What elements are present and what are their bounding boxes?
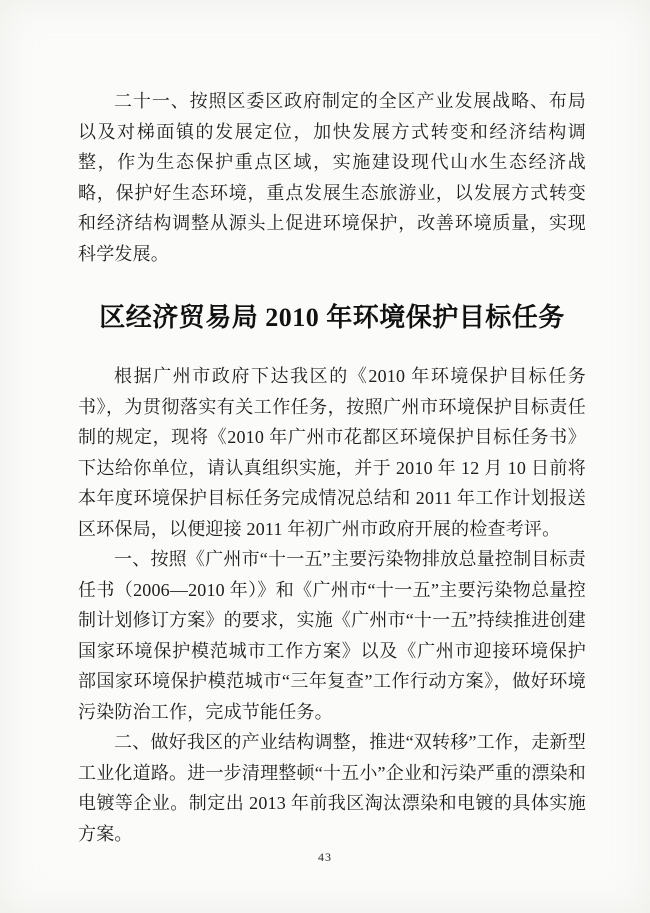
paragraph-task-two: 二、做好我区的产业结构调整，推进“双转移”工作，走新型工业化道路。进一步清理整顿“十五小”企业和污染严重的漂染和电镀等企业。制定出 2013 年前我区淘汰漂染和电镀的具体实施方案。 bbox=[78, 732, 586, 844]
document-title: 区经济贸易局 2010 年环境保护目标任务 bbox=[99, 303, 565, 332]
paragraph-item-21: 二十一、按照区委区政府制定的全区产业发展战略、布局以及对梯面镇的发展定位，加快发展方式转变和经济结构调整，作为生态保护重点区域，实施建设现代山水生态经济战略，保护好生态环境，重点发展生态旅游业，以发展方式转变和经济结构调整从源头上促进环境保护，改善环境质量，实现科学发展。 bbox=[78, 91, 586, 264]
paragraph-task-one: 一、按照《广州市“十一五”主要污染物排放总量控制目标责任书（2006—2010 年）》和《广州市“十一五”主要污染物总量控制计划修订方案》的要求，实施《广州市“十一五”持续推进创建国家环境保护模范城市工作方案》以及《广州市迎接环境保护部国家环境保护模范城市“三年复查”工作行动方案》，做好环境污染防治工作，完成节能任务。 bbox=[78, 549, 586, 722]
paragraph-intro: 根据广州市政府下达我区的《2010 年环境保护目标任务书》，为贯彻落实有关工作任务，按照广州市环境保护目标责任制的规定，现将《2010 年广州市花都区环境保护目标任务书》下达给你单位，请认真组织实施，并于 2010 年 12 月 10 日前将本年度环境保护目标任务完成情况总结和 2011 年工作计划报送区环保局，以便迎接 2011 年初广州市政府开展的检查考评。 bbox=[78, 366, 586, 539]
page-number: 43 bbox=[318, 850, 332, 864]
document-body bbox=[78, 86, 586, 849]
